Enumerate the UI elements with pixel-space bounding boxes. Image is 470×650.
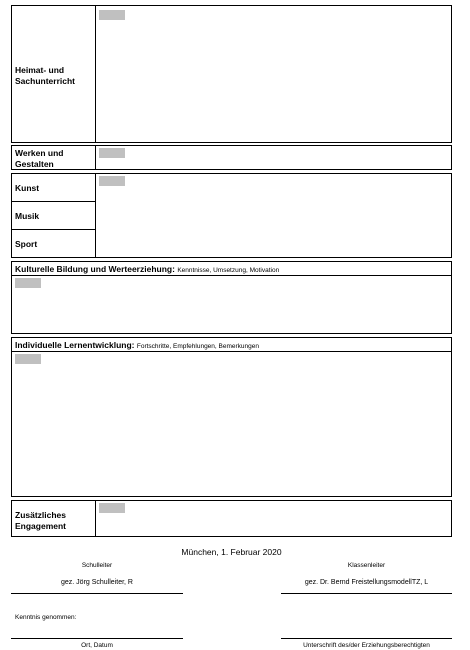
schulleiter-signature-line: [11, 593, 183, 594]
klassenleiter-name: gez. Dr. Bernd FreistellungsmodellTZ, L: [304, 579, 429, 586]
kulturelle-title: Kulturelle Bildung und Werteerziehung:: [15, 264, 175, 274]
schulleiter-title: Schulleiter: [81, 562, 113, 569]
musik-label: Musik: [15, 211, 40, 221]
musik-sport-divider: [11, 229, 95, 230]
engagement-label-line1: Zusätzliches: [15, 510, 67, 520]
werken-text-field[interactable]: [99, 148, 125, 158]
kunst-label: Kunst: [15, 183, 40, 193]
unterschrift-label: Unterschrift des/der Erziehungsberechtigten: [303, 642, 430, 649]
heimat-label-line1: Heimat- und: [15, 65, 65, 75]
kms-text-field[interactable]: [99, 176, 125, 186]
klassenleiter-title: Klassenleiter: [347, 562, 386, 569]
engagement-label: [15, 510, 66, 532]
klassenleiter-signature-line: [281, 593, 452, 594]
place-date: München, 1. Februar 2020: [181, 547, 282, 557]
heimat-divider: [95, 5, 96, 143]
werken-label: [15, 148, 64, 170]
lernentwicklung-text-field[interactable]: [15, 354, 41, 364]
lernentwicklung-title: Individuelle Lernentwicklung:: [15, 340, 135, 350]
kulturelle-text-field[interactable]: [15, 278, 41, 288]
werken-label-line1: Werken und: [15, 148, 64, 158]
engagement-box: [11, 500, 452, 537]
werken-gestalten-box: [11, 145, 452, 170]
unterschrift-line: [281, 638, 452, 639]
engagement-text-field[interactable]: [99, 503, 125, 513]
werken-label-line2: Gestalten: [15, 159, 54, 169]
heimat-label-line2: Sachunterricht: [15, 76, 75, 86]
engagement-label-line2: Engagement: [15, 521, 67, 531]
lernentwicklung-heading: [15, 340, 259, 352]
kulturelle-heading: [15, 264, 279, 276]
werken-divider: [95, 145, 96, 170]
lernentwicklung-box: [11, 337, 452, 497]
kunst-musik-divider: [11, 201, 95, 202]
sport-label: Sport: [15, 239, 38, 249]
heimat-sachunterricht-box: [11, 5, 452, 143]
engagement-divider: [95, 500, 96, 537]
kunst-musik-sport-box: [11, 173, 452, 258]
heimat-text-field[interactable]: [99, 10, 125, 20]
ort-datum-label: Ort, Datum: [81, 642, 113, 649]
kenntnis-label: Kenntnis genommen:: [15, 614, 77, 621]
lernentwicklung-subtitle: Fortschritte, Empfehlungen, Bemerkungen: [136, 343, 259, 350]
heimat-label: [15, 65, 75, 87]
kms-divider: [95, 173, 96, 258]
kulturelle-subtitle: Kenntnisse, Umsetzung, Motivation: [177, 267, 280, 274]
ort-datum-line: [11, 638, 183, 639]
schulleiter-name: gez. Jörg Schulleiter, R: [61, 579, 133, 586]
